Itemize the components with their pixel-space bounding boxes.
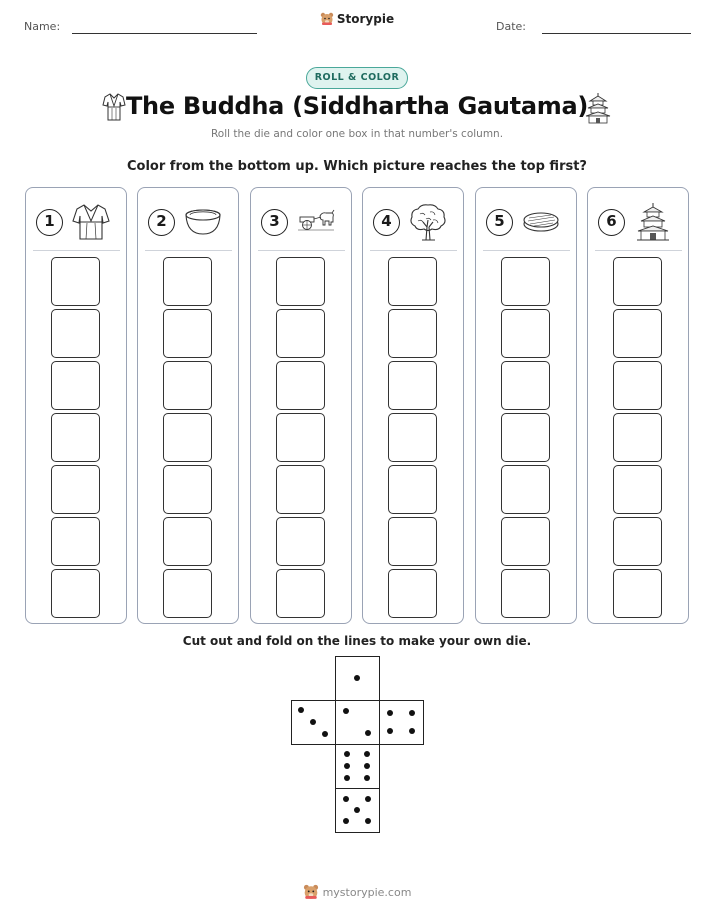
- die-face-2: [335, 700, 380, 745]
- color-box[interactable]: [51, 413, 100, 462]
- die-face-3: [291, 700, 336, 745]
- brand-name: Storypie: [336, 12, 395, 26]
- color-box[interactable]: [163, 257, 212, 306]
- color-box[interactable]: [613, 309, 662, 358]
- die-face-4: [379, 700, 424, 745]
- color-box[interactable]: [613, 517, 662, 566]
- column-number: 3: [261, 209, 288, 236]
- color-box[interactable]: [613, 257, 662, 306]
- die-face-1: [335, 656, 380, 701]
- color-box[interactable]: [163, 361, 212, 410]
- column-number: 4: [373, 209, 400, 236]
- color-box[interactable]: [501, 257, 550, 306]
- bowl-icon: [183, 202, 223, 242]
- color-box[interactable]: [51, 517, 100, 566]
- subtitle: Roll the die and color one box in that number's column.: [210, 128, 504, 140]
- color-box[interactable]: [501, 517, 550, 566]
- instruction: Color from the bottom up. Which picture reaches the top first?: [127, 159, 587, 174]
- color-box[interactable]: [276, 309, 325, 358]
- color-box[interactable]: [501, 309, 550, 358]
- page-title: The Buddha (Siddhartha Gautama): [125, 92, 589, 120]
- color-box[interactable]: [51, 361, 100, 410]
- color-box[interactable]: [613, 465, 662, 514]
- name-label: Name:: [24, 20, 61, 33]
- color-box[interactable]: [163, 517, 212, 566]
- column-number: 2: [148, 209, 175, 236]
- column-2: [137, 187, 239, 624]
- color-box[interactable]: [51, 465, 100, 514]
- color-box[interactable]: [51, 569, 100, 618]
- pagoda-icon: [633, 202, 673, 242]
- color-box[interactable]: [163, 465, 212, 514]
- color-box[interactable]: [388, 569, 437, 618]
- name-line[interactable]: [72, 33, 257, 34]
- activity-badge: ROLL & COLOR: [306, 67, 408, 89]
- color-box[interactable]: [276, 517, 325, 566]
- color-box[interactable]: [388, 517, 437, 566]
- column-1: [25, 187, 127, 624]
- die-face-6: [335, 744, 380, 789]
- color-box[interactable]: [276, 569, 325, 618]
- column-number: 1: [36, 209, 63, 236]
- bear-icon: [303, 884, 319, 900]
- pagoda-icon: [584, 92, 612, 124]
- bear-icon: [320, 12, 334, 26]
- ox-cart-icon: [296, 202, 336, 242]
- color-box[interactable]: [388, 413, 437, 462]
- color-box[interactable]: [388, 309, 437, 358]
- color-box[interactable]: [613, 569, 662, 618]
- color-box[interactable]: [163, 569, 212, 618]
- footer: [0, 884, 714, 905]
- color-box[interactable]: [388, 465, 437, 514]
- color-box[interactable]: [276, 413, 325, 462]
- cut-instruction: Cut out and fold on the lines to make your own die.: [182, 634, 532, 648]
- date-label: Date:: [496, 20, 526, 33]
- color-box[interactable]: [501, 361, 550, 410]
- color-box[interactable]: [163, 309, 212, 358]
- column-5: [475, 187, 577, 624]
- color-box[interactable]: [163, 413, 212, 462]
- column-number: 6: [598, 209, 625, 236]
- brand-logo: [0, 12, 714, 31]
- column-4: [362, 187, 464, 624]
- column-3: [250, 187, 352, 624]
- color-box[interactable]: [501, 569, 550, 618]
- color-box[interactable]: [276, 257, 325, 306]
- footer-url[interactable]: mystorypie.com: [322, 885, 412, 899]
- color-box[interactable]: [388, 257, 437, 306]
- die-face-5: [335, 788, 380, 833]
- bodhi-tree-icon: [408, 202, 448, 242]
- color-box[interactable]: [51, 257, 100, 306]
- color-box[interactable]: [388, 361, 437, 410]
- color-box[interactable]: [613, 361, 662, 410]
- robe-icon: [71, 202, 111, 242]
- color-box[interactable]: [276, 465, 325, 514]
- color-box[interactable]: [613, 413, 662, 462]
- coin-icon: [521, 202, 561, 242]
- column-number: 5: [486, 209, 513, 236]
- date-line[interactable]: [542, 33, 691, 34]
- color-box[interactable]: [51, 309, 100, 358]
- column-6: [587, 187, 689, 624]
- color-box[interactable]: [276, 361, 325, 410]
- color-box[interactable]: [501, 413, 550, 462]
- color-box[interactable]: [501, 465, 550, 514]
